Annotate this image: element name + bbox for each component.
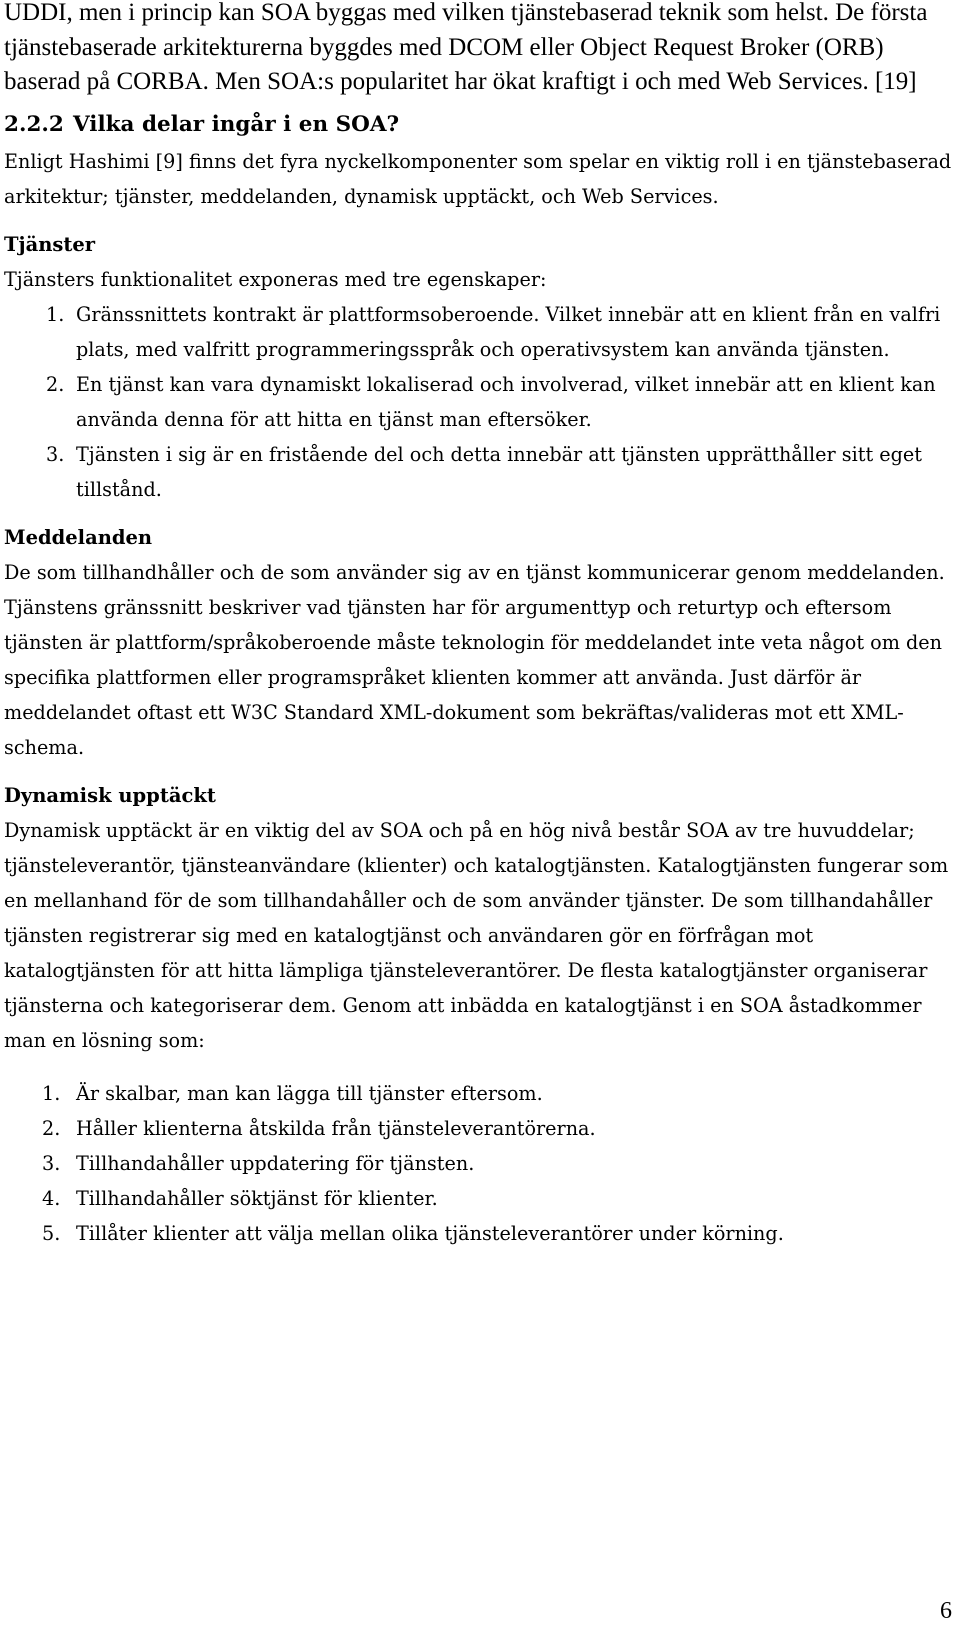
intro-paragraph: UDDI, men i princip kan SOA byggas med vilken tjänstebaserad teknik som helst. De första tjänstebaserade arkitekturerna byggdes med DCOM eller Object Request Broker (ORB) baserad på CORBA. Men SOA:s popularitet har ökat kraftigt i och med Web Services. [19] (4, 0, 928, 95)
tjanster-heading: Tjänster (4, 232, 96, 256)
list-marker: 3. (42, 1151, 61, 1175)
list-item (4, 1111, 956, 1146)
list-item (4, 1181, 956, 1216)
section-heading (4, 110, 956, 140)
list-marker: 3. (46, 442, 65, 466)
list-item (4, 297, 956, 367)
list-marker: 1. (42, 1081, 61, 1105)
section-intro-paragraph: Enligt Hashimi [9] finns det fyra nyckelkomponenter som spelar en viktig roll i en tjänstebaserad arkitektur; tjänster, meddelanden, dynamisk upptäckt, och Web Services. (4, 149, 952, 208)
list-item-text: Är skalbar, man kan lägga till tjänster eftersom. (76, 1081, 543, 1105)
list-item (4, 367, 956, 437)
document-page (4, 0, 956, 1643)
dynamisk-heading: Dynamisk upptäckt (4, 783, 216, 807)
list-marker: 4. (42, 1186, 61, 1210)
page-number: 6 (940, 1598, 952, 1624)
list-item-text: Tillhandahåller söktjänst för klienter. (76, 1186, 438, 1210)
meddelanden-paragraph: De som tillhandhåller och de som använder sig av en tjänst kommunicerar genom meddelanden. Tjänstens gränssnitt beskriver vad tjänsten har för argumenttyp och returtyp och eftersom tjänsten är plattform/språkoberoende måste teknologin för meddelandet inte veta något om den specifika plattformen eller programspråket klienten kommer att använda. Just därför är meddelandet oftast ett W3C Standard XML-dokument som bekräftas/valideras mot ett XML-schema. (4, 560, 945, 759)
list-item-text: En tjänst kan vara dynamiskt lokaliserad och involverad, vilket innebär att en klient kan använda denna för att hitta en tjänst man eftersöker. (76, 372, 936, 431)
list-item (4, 1146, 956, 1181)
list-marker: 2. (46, 372, 65, 396)
dynamisk-list (4, 1076, 956, 1251)
tjanster-list (4, 297, 956, 507)
list-item-text: Tjänsten i sig är en fristående del och detta innebär att tjänsten upprätthåller sitt eget tillstånd. (76, 442, 922, 501)
section-number: 2.2.2 (4, 111, 64, 137)
list-item (4, 437, 956, 507)
list-item-text: Tillhandahåller uppdatering för tjänsten. (76, 1151, 475, 1175)
dynamisk-paragraph: Dynamisk upptäckt är en viktig del av SOA och på en hög nivå består SOA av tre huvuddelar; tjänsteleverantör, tjänsteanvändare (klienter) och katalogtjänsten. Katalogtjänsten fungerar som en mellanhand för de som tillhandahåller och de som använder tjänster. De som tillhandahåller tjänsten registrerar sig med en katalogtjänst och användaren gör en förfrågan mot katalogtjänsten för att hitta lämpliga tjänsteleverantörer. De flesta katalogtjänster organiserar tjänsterna och kategoriserar dem. Genom att inbädda en katalogtjänst i en SOA åstadkommer man en lösning som: (4, 818, 949, 1052)
section-title: Vilka delar ingår i en SOA? (73, 111, 400, 137)
list-item-text: Gränssnittets kontrakt är plattformsoberoende. Vilket innebär att en klient från en valfri plats, med valfritt programmeringsspråk och operativsystem kan använda tjänsten. (76, 302, 941, 361)
list-marker: 1. (46, 302, 65, 326)
meddelanden-heading: Meddelanden (4, 525, 153, 549)
tjanster-lead: Tjänsters funktionalitet exponeras med tre egenskaper: (4, 267, 547, 291)
list-item-text: Tillåter klienter att välja mellan olika tjänsteleverantörer under körning. (76, 1221, 784, 1245)
list-marker: 5. (42, 1221, 61, 1245)
list-marker: 2. (42, 1116, 61, 1140)
list-item-text: Håller klienterna åtskilda från tjänsteleverantörerna. (76, 1116, 596, 1140)
list-item (4, 1216, 956, 1251)
list-item (4, 1076, 956, 1111)
